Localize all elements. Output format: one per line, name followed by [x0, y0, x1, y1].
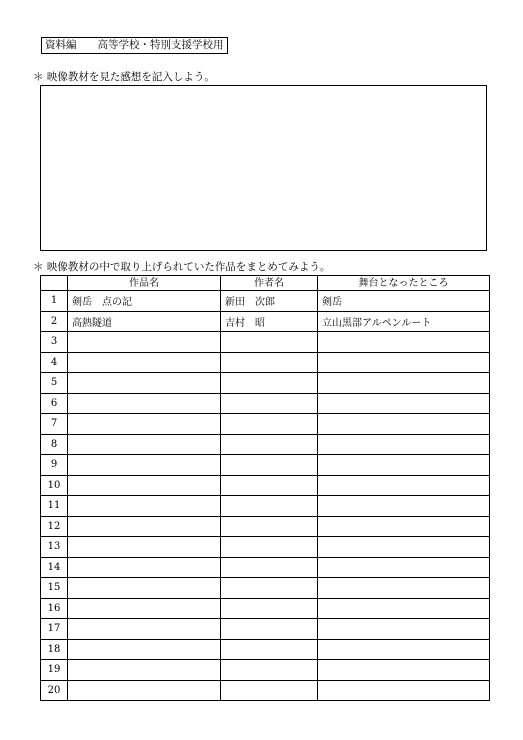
stage-cell[interactable]	[318, 660, 490, 681]
title-cell[interactable]	[68, 475, 221, 496]
table-row	[41, 311, 490, 332]
impression-prompt: ＊ 映像教材を見た感想を記入しよう。	[33, 71, 215, 83]
table-row	[41, 352, 490, 373]
table-row	[41, 373, 490, 394]
title-cell[interactable]	[68, 639, 221, 660]
author-cell[interactable]	[221, 516, 318, 537]
row-number: 7	[41, 414, 68, 435]
row-number: 15	[41, 578, 68, 599]
row-number: 9	[41, 455, 68, 476]
table-row	[41, 455, 490, 476]
title-cell[interactable]: 剣岳 点の記	[68, 291, 221, 312]
stage-cell[interactable]	[318, 373, 490, 394]
author-cell[interactable]	[221, 455, 318, 476]
title-cell[interactable]	[68, 414, 221, 435]
row-number: 4	[41, 352, 68, 373]
row-number: 8	[41, 434, 68, 455]
table-row	[41, 414, 490, 435]
table-row	[41, 578, 490, 599]
title-cell[interactable]	[68, 434, 221, 455]
table-row	[41, 434, 490, 455]
author-cell[interactable]	[221, 680, 318, 701]
table-row	[41, 598, 490, 619]
row-number: 5	[41, 373, 68, 394]
stage-cell[interactable]: 立山黒部アルペンルート	[318, 311, 490, 332]
title-cell[interactable]	[68, 598, 221, 619]
table-row	[41, 639, 490, 660]
works-table	[40, 275, 490, 701]
stage-cell[interactable]	[318, 516, 490, 537]
author-cell[interactable]	[221, 660, 318, 681]
row-number: 1	[41, 291, 68, 312]
author-cell[interactable]	[221, 352, 318, 373]
stage-cell[interactable]	[318, 639, 490, 660]
title-cell[interactable]	[68, 619, 221, 640]
title-cell[interactable]	[68, 352, 221, 373]
column-header-number	[41, 276, 68, 291]
table-row	[41, 496, 490, 517]
title-cell[interactable]	[68, 393, 221, 414]
table-row	[41, 332, 490, 353]
author-cell[interactable]: 吉村 昭	[221, 311, 318, 332]
author-cell[interactable]	[221, 619, 318, 640]
table-row	[41, 660, 490, 681]
table-row	[41, 537, 490, 558]
author-cell[interactable]	[221, 373, 318, 394]
table-row	[41, 516, 490, 537]
row-number: 2	[41, 311, 68, 332]
stage-cell[interactable]	[318, 332, 490, 353]
column-header-title: 作品名	[68, 276, 221, 291]
stage-cell[interactable]	[318, 434, 490, 455]
row-number: 16	[41, 598, 68, 619]
row-number: 14	[41, 557, 68, 578]
author-cell[interactable]	[221, 434, 318, 455]
title-cell[interactable]: 高熱隧道	[68, 311, 221, 332]
impression-writing-area[interactable]	[40, 85, 487, 251]
row-number: 18	[41, 639, 68, 660]
table-row	[41, 393, 490, 414]
table-row	[41, 680, 490, 701]
stage-cell[interactable]	[318, 393, 490, 414]
title-cell[interactable]	[68, 373, 221, 394]
stage-cell[interactable]	[318, 619, 490, 640]
table-row	[41, 475, 490, 496]
row-number: 6	[41, 393, 68, 414]
title-cell[interactable]	[68, 660, 221, 681]
stage-cell[interactable]	[318, 352, 490, 373]
title-cell[interactable]	[68, 578, 221, 599]
stage-cell[interactable]	[318, 455, 490, 476]
author-cell[interactable]	[221, 393, 318, 414]
author-cell[interactable]	[221, 557, 318, 578]
title-cell[interactable]	[68, 516, 221, 537]
stage-cell[interactable]	[318, 537, 490, 558]
table-row	[41, 557, 490, 578]
author-cell[interactable]	[221, 414, 318, 435]
title-cell[interactable]	[68, 455, 221, 476]
stage-cell[interactable]	[318, 598, 490, 619]
author-cell[interactable]	[221, 537, 318, 558]
stage-cell[interactable]: 剣岳	[318, 291, 490, 312]
title-cell[interactable]	[68, 680, 221, 701]
row-number: 12	[41, 516, 68, 537]
row-number: 11	[41, 496, 68, 517]
author-cell[interactable]	[221, 496, 318, 517]
row-number: 10	[41, 475, 68, 496]
works-table-header-row	[41, 276, 490, 291]
row-number: 20	[41, 680, 68, 701]
stage-cell[interactable]	[318, 414, 490, 435]
stage-cell[interactable]	[318, 557, 490, 578]
stage-cell[interactable]	[318, 496, 490, 517]
table-row	[41, 619, 490, 640]
author-cell[interactable]	[221, 475, 318, 496]
works-prompt: ＊ 映像教材の中で取り上げられていた作品をまとめてみよう。	[33, 261, 331, 273]
author-cell[interactable]: 新田 次郎	[221, 291, 318, 312]
document-header-label: 資料編 高等学校・特別支援学校用	[41, 37, 228, 54]
table-row	[41, 291, 490, 312]
stage-cell[interactable]	[318, 578, 490, 599]
row-number: 17	[41, 619, 68, 640]
title-cell[interactable]	[68, 496, 221, 517]
column-header-author: 作者名	[221, 276, 318, 291]
title-cell[interactable]	[68, 557, 221, 578]
row-number: 13	[41, 537, 68, 558]
author-cell[interactable]	[221, 578, 318, 599]
title-cell[interactable]	[68, 332, 221, 353]
row-number: 19	[41, 660, 68, 681]
author-cell[interactable]	[221, 639, 318, 660]
author-cell[interactable]	[221, 598, 318, 619]
stage-cell[interactable]	[318, 475, 490, 496]
row-number: 3	[41, 332, 68, 353]
author-cell[interactable]	[221, 332, 318, 353]
title-cell[interactable]	[68, 537, 221, 558]
column-header-stage: 舞台となったところ	[318, 276, 490, 291]
stage-cell[interactable]	[318, 680, 490, 701]
